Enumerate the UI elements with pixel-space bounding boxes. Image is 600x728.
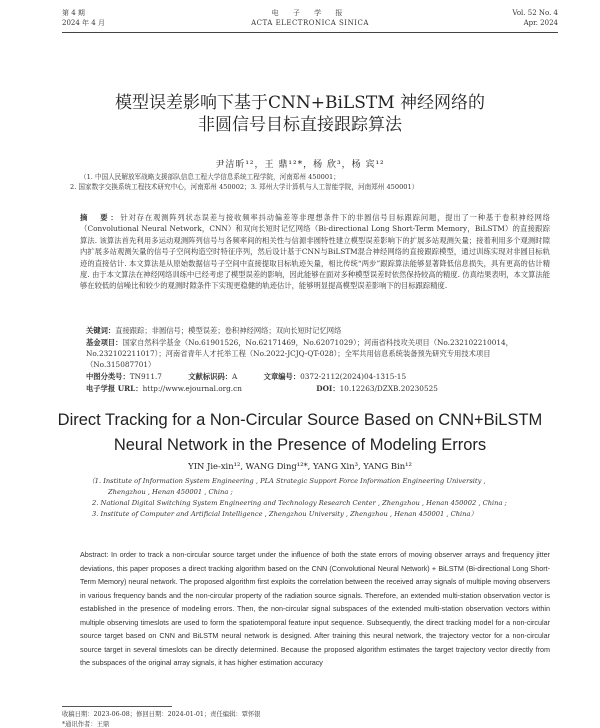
- doc-code-value: A: [232, 372, 238, 381]
- url-label: 电子学报 URL：: [86, 384, 143, 393]
- journal-url-link[interactable]: http://www.ejournal.org.cn: [142, 384, 242, 393]
- cn-keywords-text: 直接跟踪；非圆信号；模型误差；卷积神经网络；双向长短时记忆网络: [115, 326, 342, 335]
- header-right: [512, 8, 558, 28]
- cn-title-line2: 非圆信号目标直接跟踪算法: [198, 115, 402, 135]
- cn-fund-label: 基金项目：: [86, 338, 123, 347]
- header-rule: [62, 32, 558, 33]
- footnote-received: 收稿日期：2023-06-08；修回日期：2024-01-01；责任编辑：覃怀银: [62, 711, 261, 718]
- en-affil-3: 3. Institute of Computer and Artificial Intelligence , Zhengzhou University , Zhengzhou , Henan 450001 , China）: [92, 510, 478, 518]
- en-title-line1: Direct Tracking for a Non-Circular Source Based on CNN+BiLSTM: [57, 411, 543, 429]
- cn-fund: [86, 337, 550, 371]
- cn-title-line1: 模型误差影响下基于CNN+BiLSTM 神经网络的: [114, 93, 485, 113]
- journal-cn: 电 子 学 报: [271, 9, 349, 17]
- en-title: [0, 408, 600, 458]
- cn-keywords-label: 关键词：: [86, 326, 116, 335]
- cn-url-row: [86, 384, 438, 394]
- cn-abstract-label: 摘 要：: [80, 213, 121, 222]
- cn-title: [0, 92, 600, 136]
- clc-label: 中图分类号：: [86, 372, 130, 381]
- doi-label: DOI：: [316, 384, 340, 393]
- footnote-corresponding: *通讯作者：王鼎: [62, 721, 110, 728]
- cn-keywords: [86, 325, 550, 336]
- footnote-rule: [62, 706, 172, 707]
- en-affil-2: 2. National Digital Switching System Engineering and Technology Research Center , Zhengzhou , Henan 450002 , China ;: [92, 499, 507, 507]
- doi-link[interactable]: 10.12263/DZXB.20230525: [339, 384, 438, 393]
- article-no-value: 0372-2112(2024)04-1315-15: [300, 372, 407, 381]
- cn-class-row: [86, 372, 406, 382]
- en-affil-1b: Zhengzhou , Henan 450001 , China ;: [108, 488, 233, 496]
- en-title-line2: Neural Network in the Presence of Modeling Errors: [113, 436, 487, 454]
- volume: Vol. 52 No. 4: [512, 9, 558, 17]
- en-abstract-text: In order to track a non-circular source target under the influence of both the state errors of moving observer arrays and frequency jitter deviations, this paper proposes a direct tracking algorithm based on the CNN (Convolutional Neural Network) + BiLSTM (Bi-directional Long Short-Term Memory) neural network. The proposed algorithm first exploits the correlation between the received array signals of multiple moving observers in various frequency bands and the non-circular property of the radiation source signals. Therefore, an extended multi-station observation vector is established in the presence of modeling errors. Then, the non-circular signal subspaces of the extended multi-station observation vectors within multiple observing timeslots are used to form the spatiotemporal feature input sequence. Subsequently, the direct tracking model for a non-circular source target based on CNN and BiLSTM neural network is designed. After training this neural network, the trajectory vector for a non-circular source target in several timeslots can be directly determined. Because the proposed algorithm estimates the target trajectory vector directly from the subspaces of the original array signals, it has higher estimation accuracy: [80, 550, 551, 667]
- date-cn: 2024 年 4 月: [62, 19, 105, 27]
- en-abstract-label: Abstract:: [80, 550, 109, 559]
- en-authors: YIN Jie-xin¹², WANG Ding¹²*, YANG Xin³, YANG Bin¹²: [188, 461, 412, 471]
- cn-affil-1: （1. 中国人民解放军战略支援部队信息工程大学信息系统工程学院，河南郑州 450001；: [80, 173, 340, 181]
- cn-authors: 尹洁昕¹²，王 鼎¹²*，杨 欣³，杨 宾¹²: [215, 160, 385, 170]
- en-abstract: [80, 548, 550, 670]
- clc-value: TN911.7: [129, 372, 162, 381]
- journal-en: ACTA ELECTRONICA SINICA: [251, 19, 369, 27]
- issue-cn: 第 4 期: [62, 9, 85, 17]
- en-affil-1: （1. Institute of Information System Engineering , PLA Strategic Support Force Information Engineering University ,: [88, 477, 486, 485]
- header-center: [62, 8, 558, 28]
- cn-affil-2: 2. 国家数字交换系统工程技术研究中心，河南郑州 450002；3. 郑州大学计算机与人工智能学院，河南郑州 450001）: [70, 183, 419, 191]
- doc-code-label: 文献标识码：: [188, 372, 233, 381]
- cn-abstract-text: 针对存在观测阵列状态误差与接收频率抖动偏差等非理想条件下的非圆信号目标跟踪问题，提出了一种基于卷积神经网络（Convolutional Neural Network，CNN）和双向长短时记忆网络（Bi-directional Long Short-Term Memory，BiLSTM）的直接跟踪算法. 该算法首先利用多运动观测阵列信号与各频率间的相关性与信源非圆特性建立模型误差影响下的扩展多站观测矢量；接着利用多个观测时隙内扩展多站观测矢量的信号子空间构造空时特征序列，然后设计基于CNN与BiLSTM混合神经网络的直接跟踪模型，通过训练实现对非圆目标轨迹的直接估计. 本文算法是从原始数据信号子空间中直接提取目标轨迹矢量，相比传统“两步”跟踪算法能够显著降低信息损失，具有更高的估计精度. 由于本文算法在神经网络训练中已经考虑了模型误差的影响，因此能够在面对多种模型误差时依然保持较高的精度. 仿真结果表明，本文算法能够在较低的信噪比和较少的观测时隙条件下实现更稳健的轨迹估计，能够明显提高模型误差影响下的目标跟踪精度.: [80, 213, 551, 291]
- cn-abstract: [80, 212, 550, 292]
- date-en: Apr. 2024: [523, 19, 558, 27]
- cn-fund-text: 国家自然科学基金（No.61901526，No.62171469，No.62071029）；河南省科技攻关项目（No.232102210014，No.232102211017）；河南省青年人才托举工程（No.2022-JCJQ-QT-028）；全军共用信息系统装备预先研究专用技术项目（No.315087701）: [86, 338, 513, 370]
- article-no-label: 文章编号：: [263, 372, 301, 381]
